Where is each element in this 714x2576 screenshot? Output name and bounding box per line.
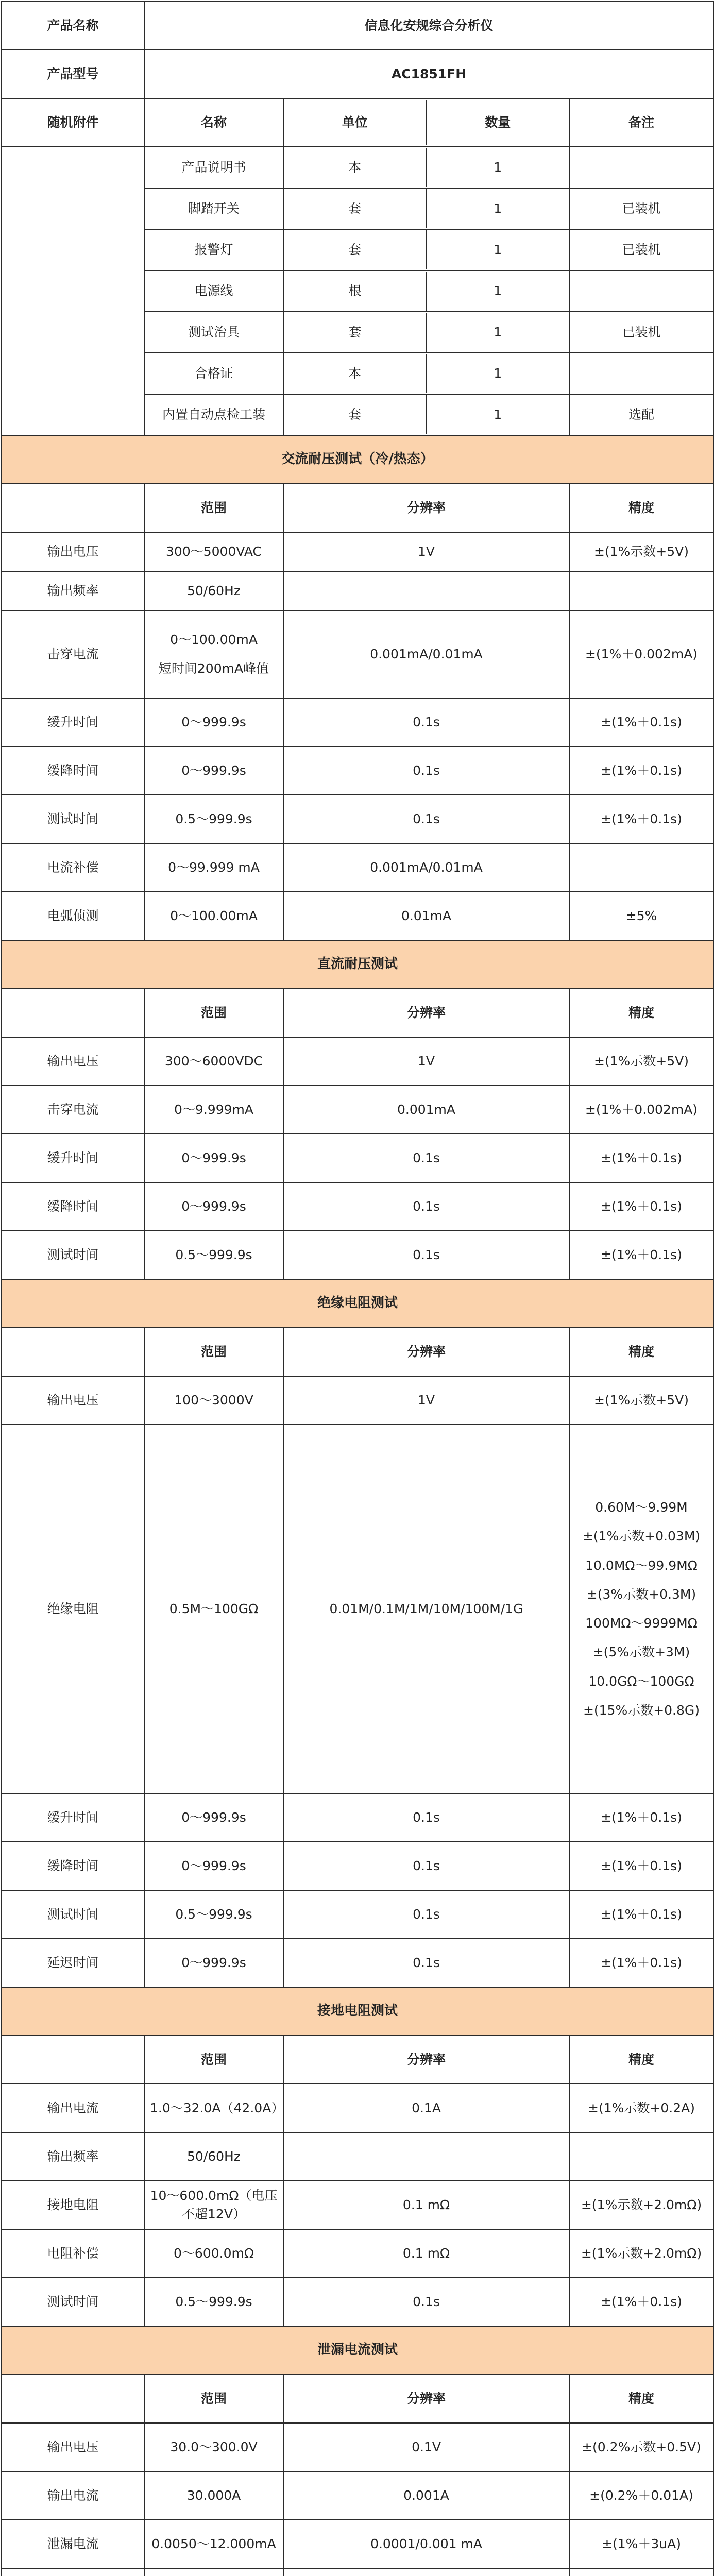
accessory-remark bbox=[569, 270, 713, 312]
spec-resolution: 0.1s bbox=[283, 1182, 569, 1231]
spec-name: 缓升时间 bbox=[2, 698, 144, 747]
spec-name: 电弧侦测 bbox=[2, 892, 144, 940]
spec-name: 接地电阻 bbox=[2, 2181, 144, 2229]
accessory-name: 测试治具 bbox=[144, 312, 283, 353]
header-qty: 数量 bbox=[485, 114, 511, 130]
spec-resolution: 0.1V bbox=[283, 2423, 569, 2471]
spec-name: 测试时间 bbox=[2, 795, 144, 843]
spec-row bbox=[2, 2568, 713, 2576]
column-header-accuracy: 精度 bbox=[569, 989, 713, 1037]
spec-range-line: 0～100.00mA bbox=[170, 632, 258, 647]
spec-name: 缓升时间 bbox=[2, 1134, 144, 1182]
spec-name bbox=[2, 2568, 144, 2576]
spec-resolution: 0.1s bbox=[283, 698, 569, 747]
accessory-unit: 根 bbox=[284, 272, 427, 311]
spec-resolution bbox=[283, 2568, 569, 2576]
accessory-remark: 选配 bbox=[569, 394, 713, 435]
column-header-blank bbox=[2, 2036, 144, 2084]
accessory-unit: 套 bbox=[284, 189, 427, 228]
spec-name: 缓降时间 bbox=[2, 1182, 144, 1231]
spec-range: 100～3000V bbox=[144, 1376, 283, 1425]
info-label: 产品名称 bbox=[2, 2, 144, 50]
spec-table-body bbox=[2, 2, 713, 2576]
accessory-row bbox=[2, 147, 713, 188]
column-header-accuracy: 精度 bbox=[569, 1328, 713, 1376]
spec-name: 输出电压 bbox=[2, 532, 144, 571]
spec-row bbox=[2, 2278, 713, 2326]
spec-resolution: 0.1s bbox=[283, 1842, 569, 1890]
spec-accuracy-line: 10.0MΩ～99.9MΩ bbox=[585, 1557, 698, 1573]
spec-name: 测试时间 bbox=[2, 1231, 144, 1279]
accessory-qty: 1 bbox=[494, 365, 502, 381]
spec-row bbox=[2, 571, 713, 611]
spec-name: 输出频率 bbox=[2, 571, 144, 611]
section-title: 绝缘电阻测试 bbox=[2, 1279, 713, 1328]
accessory-unit-qty bbox=[283, 229, 569, 270]
section-title: 直流耐压测试 bbox=[2, 940, 713, 989]
column-header-row bbox=[2, 989, 713, 1037]
spec-resolution: 0.1s bbox=[283, 747, 569, 795]
spec-resolution: 0.001mA/0.01mA bbox=[283, 843, 569, 892]
spec-name: 测试时间 bbox=[2, 1890, 144, 1939]
spec-accuracy-line: ±(3%示数+0.3M) bbox=[586, 1586, 696, 1602]
spec-accuracy: ±(1%＋0.1s) bbox=[569, 1842, 713, 1890]
column-header-row bbox=[2, 2036, 713, 2084]
spec-accuracy: ±(1%示数+2.0mΩ) bbox=[569, 2229, 713, 2278]
accessory-qty: 1 bbox=[494, 283, 502, 298]
spec-resolution: 0.1s bbox=[283, 2278, 569, 2326]
spec-name: 击穿电流 bbox=[2, 1086, 144, 1134]
header-name: 名称 bbox=[144, 98, 283, 147]
spec-range: 30.000A bbox=[144, 2471, 283, 2520]
spec-accuracy: ±(0.2%示数+0.5V) bbox=[569, 2423, 713, 2471]
accessory-header-row bbox=[2, 98, 713, 147]
spec-resolution: 1V bbox=[283, 1376, 569, 1425]
spec-name: 延迟时间 bbox=[2, 1939, 144, 1987]
spec-range: 50/60Hz bbox=[144, 571, 283, 611]
accessory-qty: 1 bbox=[494, 242, 502, 257]
spec-accuracy: ±(1%＋0.1s) bbox=[569, 747, 713, 795]
spec-row bbox=[2, 698, 713, 747]
column-header-resolution: 分辨率 bbox=[283, 2375, 569, 2423]
spec-name: 击穿电流 bbox=[2, 611, 144, 698]
spec-accuracy: ±(1%＋0.1s) bbox=[569, 1939, 713, 1987]
section-title: 泄漏电流测试 bbox=[2, 2326, 713, 2375]
info-value: 信息化安规综合分析仪 bbox=[144, 2, 713, 50]
accessory-remark: 已装机 bbox=[569, 312, 713, 353]
spec-range: 0～999.9s bbox=[144, 1793, 283, 1842]
header-unit: 单位 bbox=[284, 100, 427, 145]
spec-name: 输出电流 bbox=[2, 2471, 144, 2520]
spec-row bbox=[2, 1425, 713, 1793]
spec-accuracy: ±(1%＋3uA) bbox=[569, 2520, 713, 2568]
column-header-resolution: 分辨率 bbox=[283, 484, 569, 532]
column-header-blank bbox=[2, 484, 144, 532]
spec-accuracy: ±(1%＋0.1s) bbox=[569, 1134, 713, 1182]
spec-accuracy: ±(1%示数+2.0mΩ) bbox=[569, 2181, 713, 2229]
spec-accuracy: ±(1%示数+5V) bbox=[569, 1037, 713, 1086]
spec-range: 0～999.9s bbox=[144, 698, 283, 747]
column-header-resolution: 分辨率 bbox=[283, 989, 569, 1037]
spec-row bbox=[2, 843, 713, 892]
spec-range bbox=[144, 611, 283, 698]
spec-row bbox=[2, 2520, 713, 2568]
accessory-qty: 1 bbox=[494, 406, 502, 422]
spec-resolution bbox=[283, 2132, 569, 2181]
spec-range-line: 短时间200mA峰值 bbox=[158, 661, 269, 676]
spec-name: 输出电流 bbox=[2, 2084, 144, 2132]
spec-range: 0～999.9s bbox=[144, 747, 283, 795]
accessory-name: 产品说明书 bbox=[144, 147, 283, 188]
accessory-name: 电源线 bbox=[144, 270, 283, 312]
header-unit-qty bbox=[283, 98, 569, 147]
accessory-name: 合格证 bbox=[144, 353, 283, 394]
spec-range: 0～999.9s bbox=[144, 1182, 283, 1231]
spec-name: 输出频率 bbox=[2, 2132, 144, 2181]
spec-range: 300～6000VDC bbox=[144, 1037, 283, 1086]
accessory-qty: 1 bbox=[494, 159, 502, 175]
spec-resolution: 0.001mA/0.01mA bbox=[283, 611, 569, 698]
column-header-range: 范围 bbox=[144, 2375, 283, 2423]
accessory-unit-qty bbox=[283, 312, 569, 353]
spec-accuracy: ±(1%＋0.1s) bbox=[569, 1793, 713, 1842]
spec-range: 0.0050～12.000mA bbox=[144, 2520, 283, 2568]
spec-name: 输出电压 bbox=[2, 1376, 144, 1425]
spec-name: 电阻补偿 bbox=[2, 2229, 144, 2278]
section-title: 接地电阻测试 bbox=[2, 1987, 713, 2036]
spec-range: 10～600.0mΩ（电压不超12V） bbox=[144, 2181, 283, 2229]
accessory-unit: 本 bbox=[284, 354, 427, 393]
accessory-unit: 套 bbox=[284, 313, 427, 352]
spec-range: 1.0～32.0A（42.0A） bbox=[144, 2084, 283, 2132]
spec-accuracy: ±(1%示数+5V) bbox=[569, 532, 713, 571]
spec-accuracy: ±(1%＋0.1s) bbox=[569, 2278, 713, 2326]
spec-range: 0.5～999.9s bbox=[144, 2278, 283, 2326]
spec-row bbox=[2, 532, 713, 571]
spec-resolution: 0.1s bbox=[283, 1939, 569, 1987]
spec-resolution: 0.01M/0.1M/1M/10M/100M/1G bbox=[283, 1425, 569, 1793]
spec-accuracy-line: ±(1%示数+0.03M) bbox=[582, 1529, 701, 1544]
spec-row bbox=[2, 611, 713, 698]
accessory-unit-qty bbox=[283, 147, 569, 188]
spec-range: 0～999.9s bbox=[144, 1939, 283, 1987]
spec-resolution: 1V bbox=[283, 1037, 569, 1086]
spec-row bbox=[2, 1182, 713, 1231]
spec-resolution: 0.01mA bbox=[283, 892, 569, 940]
spec-range: 0～600.0mΩ bbox=[144, 2229, 283, 2278]
spec-row bbox=[2, 1231, 713, 1279]
spec-accuracy: ±5% bbox=[569, 892, 713, 940]
spec-resolution: 0.1s bbox=[283, 795, 569, 843]
column-header-accuracy: 精度 bbox=[569, 484, 713, 532]
column-header-accuracy: 精度 bbox=[569, 2036, 713, 2084]
spec-resolution: 1V bbox=[283, 532, 569, 571]
spec-row bbox=[2, 1890, 713, 1939]
column-header-row bbox=[2, 2375, 713, 2423]
spec-accuracy: ±(0.2%＋0.01A) bbox=[569, 2471, 713, 2520]
spec-accuracy-line: 10.0GΩ～100GΩ bbox=[588, 1673, 694, 1689]
accessory-remark: 已装机 bbox=[569, 188, 713, 229]
section-title: 交流耐压测试（冷/热态） bbox=[2, 435, 713, 484]
info-value: AC1851FH bbox=[144, 50, 713, 98]
column-header-blank bbox=[2, 989, 144, 1037]
spec-name: 电流补偿 bbox=[2, 843, 144, 892]
spec-resolution: 0.1A bbox=[283, 2084, 569, 2132]
spec-resolution: 0.1s bbox=[283, 1793, 569, 1842]
accessory-group-cell bbox=[2, 147, 144, 435]
spec-accuracy bbox=[569, 2132, 713, 2181]
column-header-range: 范围 bbox=[144, 1328, 283, 1376]
spec-accuracy: ±(1%＋0.1s) bbox=[569, 1890, 713, 1939]
spec-range bbox=[144, 2568, 283, 2576]
spec-accuracy: ±(1%示数+0.2A) bbox=[569, 2084, 713, 2132]
spec-row bbox=[2, 892, 713, 940]
spec-range: 30.0～300.0V bbox=[144, 2423, 283, 2471]
spec-range: 0.5～999.9s bbox=[144, 1890, 283, 1939]
spec-row bbox=[2, 1842, 713, 1890]
spec-row bbox=[2, 1939, 713, 1987]
spec-row bbox=[2, 795, 713, 843]
spec-row bbox=[2, 2471, 713, 2520]
column-header-blank bbox=[2, 2375, 144, 2423]
spec-row bbox=[2, 2084, 713, 2132]
spec-accuracy-line: ±(15%示数+0.8G) bbox=[583, 1702, 700, 1718]
section-title-row bbox=[2, 2326, 713, 2375]
accessory-unit-qty bbox=[283, 188, 569, 229]
info-row bbox=[2, 50, 713, 98]
spec-accuracy: ±(1%＋0.1s) bbox=[569, 795, 713, 843]
spec-row bbox=[2, 1134, 713, 1182]
column-header-range: 范围 bbox=[144, 989, 283, 1037]
column-header-blank bbox=[2, 1328, 144, 1376]
spec-range: 300～5000VAC bbox=[144, 532, 283, 571]
spec-resolution: 0.1s bbox=[283, 1134, 569, 1182]
spec-resolution bbox=[283, 571, 569, 611]
column-header-range: 范围 bbox=[144, 2036, 283, 2084]
accessory-unit-qty bbox=[283, 353, 569, 394]
spec-range: 0～9.999mA bbox=[144, 1086, 283, 1134]
spec-resolution: 0.1s bbox=[283, 1890, 569, 1939]
spec-row bbox=[2, 1793, 713, 1842]
section-title-row bbox=[2, 1279, 713, 1328]
spec-row bbox=[2, 2229, 713, 2278]
spec-table bbox=[1, 1, 714, 2576]
section-title-row bbox=[2, 940, 713, 989]
accessory-name: 内置自动点检工装 bbox=[144, 394, 283, 435]
accessory-name: 报警灯 bbox=[144, 229, 283, 270]
spec-name: 输出电压 bbox=[2, 1037, 144, 1086]
accessory-header-label: 随机附件 bbox=[2, 98, 144, 147]
spec-name: 泄漏电流 bbox=[2, 2520, 144, 2568]
spec-accuracy bbox=[569, 843, 713, 892]
spec-accuracy: ±(1%＋0.1s) bbox=[569, 698, 713, 747]
spec-range: 0～100.00mA bbox=[144, 892, 283, 940]
accessory-qty: 1 bbox=[494, 324, 502, 340]
spec-name: 绝缘电阻 bbox=[2, 1425, 144, 1793]
spec-resolution: 0.001A bbox=[283, 2471, 569, 2520]
column-header-row bbox=[2, 1328, 713, 1376]
spec-range: 50/60Hz bbox=[144, 2132, 283, 2181]
spec-range: 0.5～999.9s bbox=[144, 1231, 283, 1279]
spec-name: 输出电压 bbox=[2, 2423, 144, 2471]
column-header-range: 范围 bbox=[144, 484, 283, 532]
info-label: 产品型号 bbox=[2, 50, 144, 98]
spec-resolution: 0.1 mΩ bbox=[283, 2229, 569, 2278]
accessory-unit: 本 bbox=[284, 148, 427, 187]
spec-row bbox=[2, 1376, 713, 1425]
spec-accuracy bbox=[569, 2568, 713, 2576]
accessory-remark: 已装机 bbox=[569, 229, 713, 270]
spec-accuracy: ±(1%＋0.1s) bbox=[569, 1231, 713, 1279]
spec-range: 0.5M～100GΩ bbox=[144, 1425, 283, 1793]
spec-accuracy: ±(1%＋0.002mA) bbox=[569, 611, 713, 698]
spec-name: 缓升时间 bbox=[2, 1793, 144, 1842]
spec-accuracy-line: 100MΩ～9999MΩ bbox=[585, 1616, 698, 1631]
accessory-unit-qty bbox=[283, 270, 569, 312]
spec-range: 0～999.9s bbox=[144, 1842, 283, 1890]
spec-accuracy bbox=[569, 1425, 713, 1793]
spec-accuracy-line: ±(5%示数+3M) bbox=[592, 1645, 690, 1660]
spec-row bbox=[2, 747, 713, 795]
accessory-unit-qty bbox=[283, 394, 569, 435]
spec-row bbox=[2, 2132, 713, 2181]
spec-row bbox=[2, 1086, 713, 1134]
spec-name: 测试时间 bbox=[2, 2278, 144, 2326]
accessory-remark bbox=[569, 353, 713, 394]
spec-resolution: 0.001mA bbox=[283, 1086, 569, 1134]
accessory-unit: 套 bbox=[284, 395, 427, 434]
column-header-accuracy: 精度 bbox=[569, 2375, 713, 2423]
spec-row bbox=[2, 2423, 713, 2471]
spec-range: 0.5～999.9s bbox=[144, 795, 283, 843]
column-header-resolution: 分辨率 bbox=[283, 1328, 569, 1376]
info-row bbox=[2, 2, 713, 50]
spec-accuracy bbox=[569, 571, 713, 611]
spec-resolution: 0.0001/0.001 mA bbox=[283, 2520, 569, 2568]
spec-row bbox=[2, 2181, 713, 2229]
spec-accuracy: ±(1%＋0.002mA) bbox=[569, 1086, 713, 1134]
accessory-remark bbox=[569, 147, 713, 188]
spec-name: 缓降时间 bbox=[2, 747, 144, 795]
header-remark: 备注 bbox=[569, 98, 713, 147]
spec-range: 0～999.9s bbox=[144, 1134, 283, 1182]
column-header-resolution: 分辨率 bbox=[283, 2036, 569, 2084]
spec-accuracy-line: 0.60M～9.99M bbox=[595, 1500, 688, 1515]
spec-resolution: 0.1s bbox=[283, 1231, 569, 1279]
spec-name: 缓降时间 bbox=[2, 1842, 144, 1890]
accessory-name: 脚踏开关 bbox=[144, 188, 283, 229]
spec-resolution: 0.1 mΩ bbox=[283, 2181, 569, 2229]
spec-row bbox=[2, 1037, 713, 1086]
section-title-row bbox=[2, 435, 713, 484]
spec-accuracy: ±(1%＋0.1s) bbox=[569, 1182, 713, 1231]
spec-range: 0～99.999 mA bbox=[144, 843, 283, 892]
section-title-row bbox=[2, 1987, 713, 2036]
column-header-row bbox=[2, 484, 713, 532]
spec-accuracy: ±(1%示数+5V) bbox=[569, 1376, 713, 1425]
accessory-unit: 套 bbox=[284, 230, 427, 269]
accessory-qty: 1 bbox=[494, 200, 502, 216]
